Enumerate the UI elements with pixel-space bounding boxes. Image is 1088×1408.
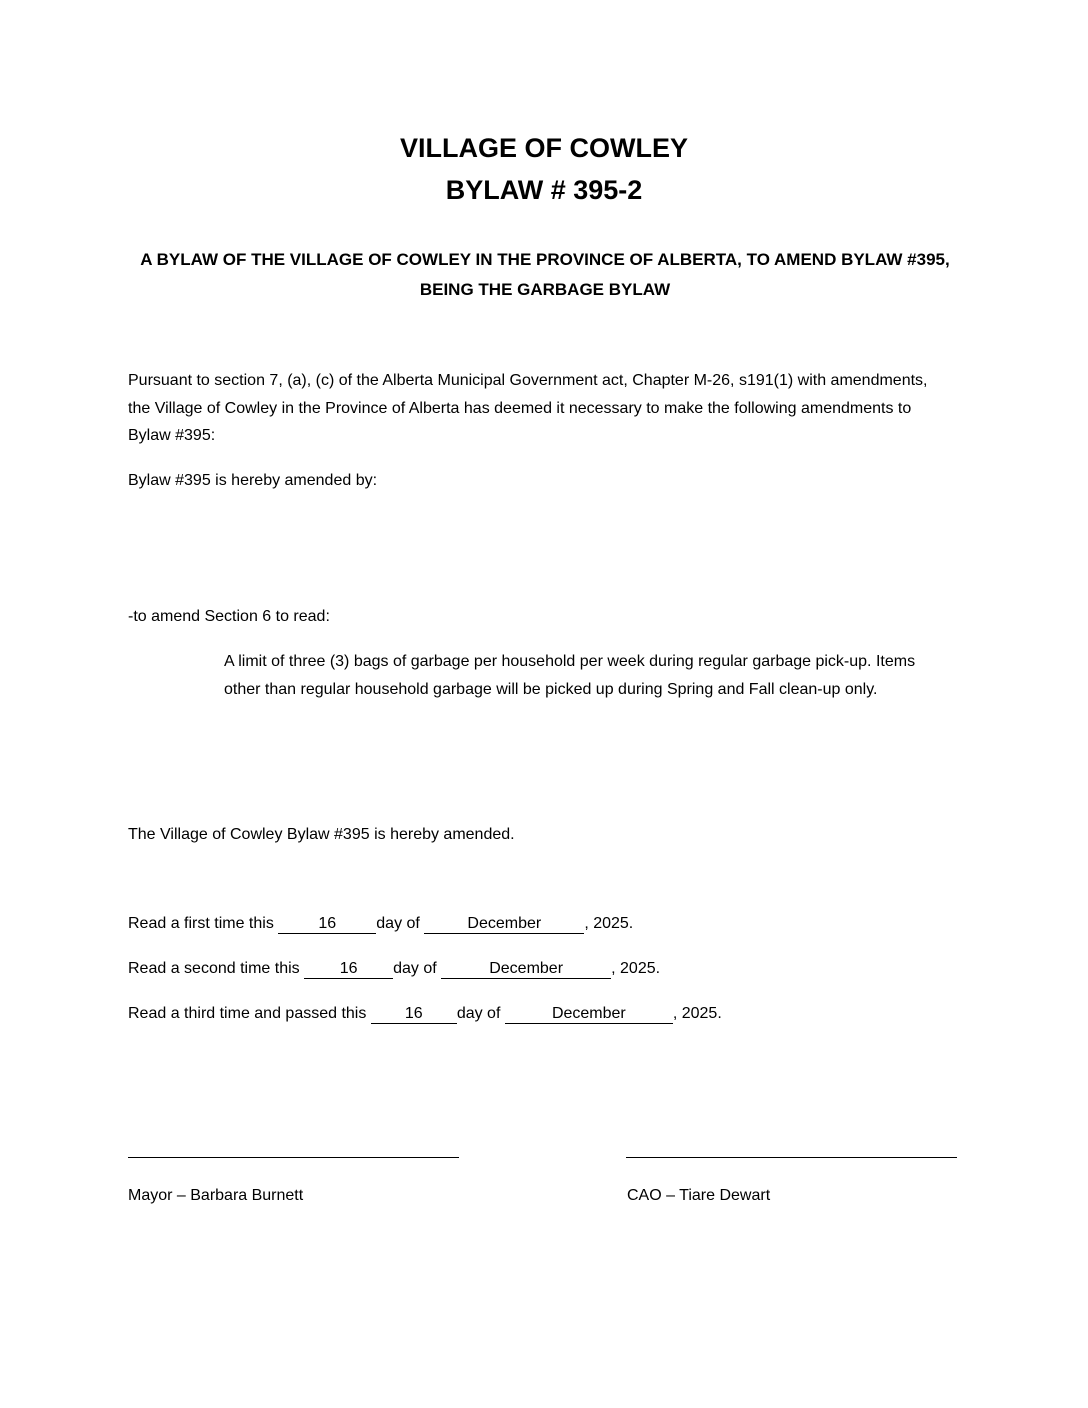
reading-suffix: , 2025. [584,915,634,932]
reading-mid: day of [393,960,442,977]
reading-mid: day of [456,1005,505,1022]
reading-month-field: December [424,915,584,934]
reading-mid: day of [376,915,425,932]
bylaw-subtitle: A BYLAW OF THE VILLAGE OF COWLEY IN THE PROVINCE OF ALBERTA, TO AMEND BYLAW #395, BEING THE GARBAGE BYLAW [140,250,950,299]
cao-signature-label: CAO – Tiare Dewart [627,1187,771,1204]
amended-by-paragraph: Bylaw #395 is hereby amended by: [128,472,378,489]
reading-prefix: Read a third time and passed this [128,1005,371,1022]
preamble-paragraph: Pursuant to section 7, (a), (c) of the Alberta Municipal Government act, Chapter M-26, s191(1) with amendments, the Village of Cowley in the Province of Alberta has deemed it necessary to make the following amendments to Bylaw #395: [128,372,928,444]
reading-month-field: December [505,1005,673,1024]
reading-prefix: Read a first time this [128,915,279,932]
third-reading-line [128,1003,722,1025]
section-6-text: A limit of three (3) bags of garbage per household per week during regular garbage pick-up. Items other than regular household garbage will be picked up during Spring and Fall clean-up only. [224,653,916,698]
conclusion-paragraph: The Village of Cowley Bylaw #395 is hereby amended. [128,826,515,843]
first-reading-line [128,913,633,935]
reading-prefix: Read a second time this [128,960,305,977]
reading-day-field: 16 [371,1005,457,1024]
second-reading-line [128,958,660,980]
reading-suffix: , 2025. [611,960,661,977]
mayor-signature-line [128,1157,459,1158]
reading-day-field: 16 [278,915,376,934]
bylaw-number: BYLAW # 395-2 [445,175,643,205]
reading-suffix: , 2025. [672,1005,722,1022]
cao-signature-line [626,1157,957,1158]
section-intro-paragraph: -to amend Section 6 to read: [128,608,330,625]
document-title: VILLAGE OF COWLEY [400,133,688,163]
reading-month-field: December [441,960,611,979]
mayor-signature-label: Mayor – Barbara Burnett [128,1187,304,1204]
reading-day-field: 16 [304,960,393,979]
